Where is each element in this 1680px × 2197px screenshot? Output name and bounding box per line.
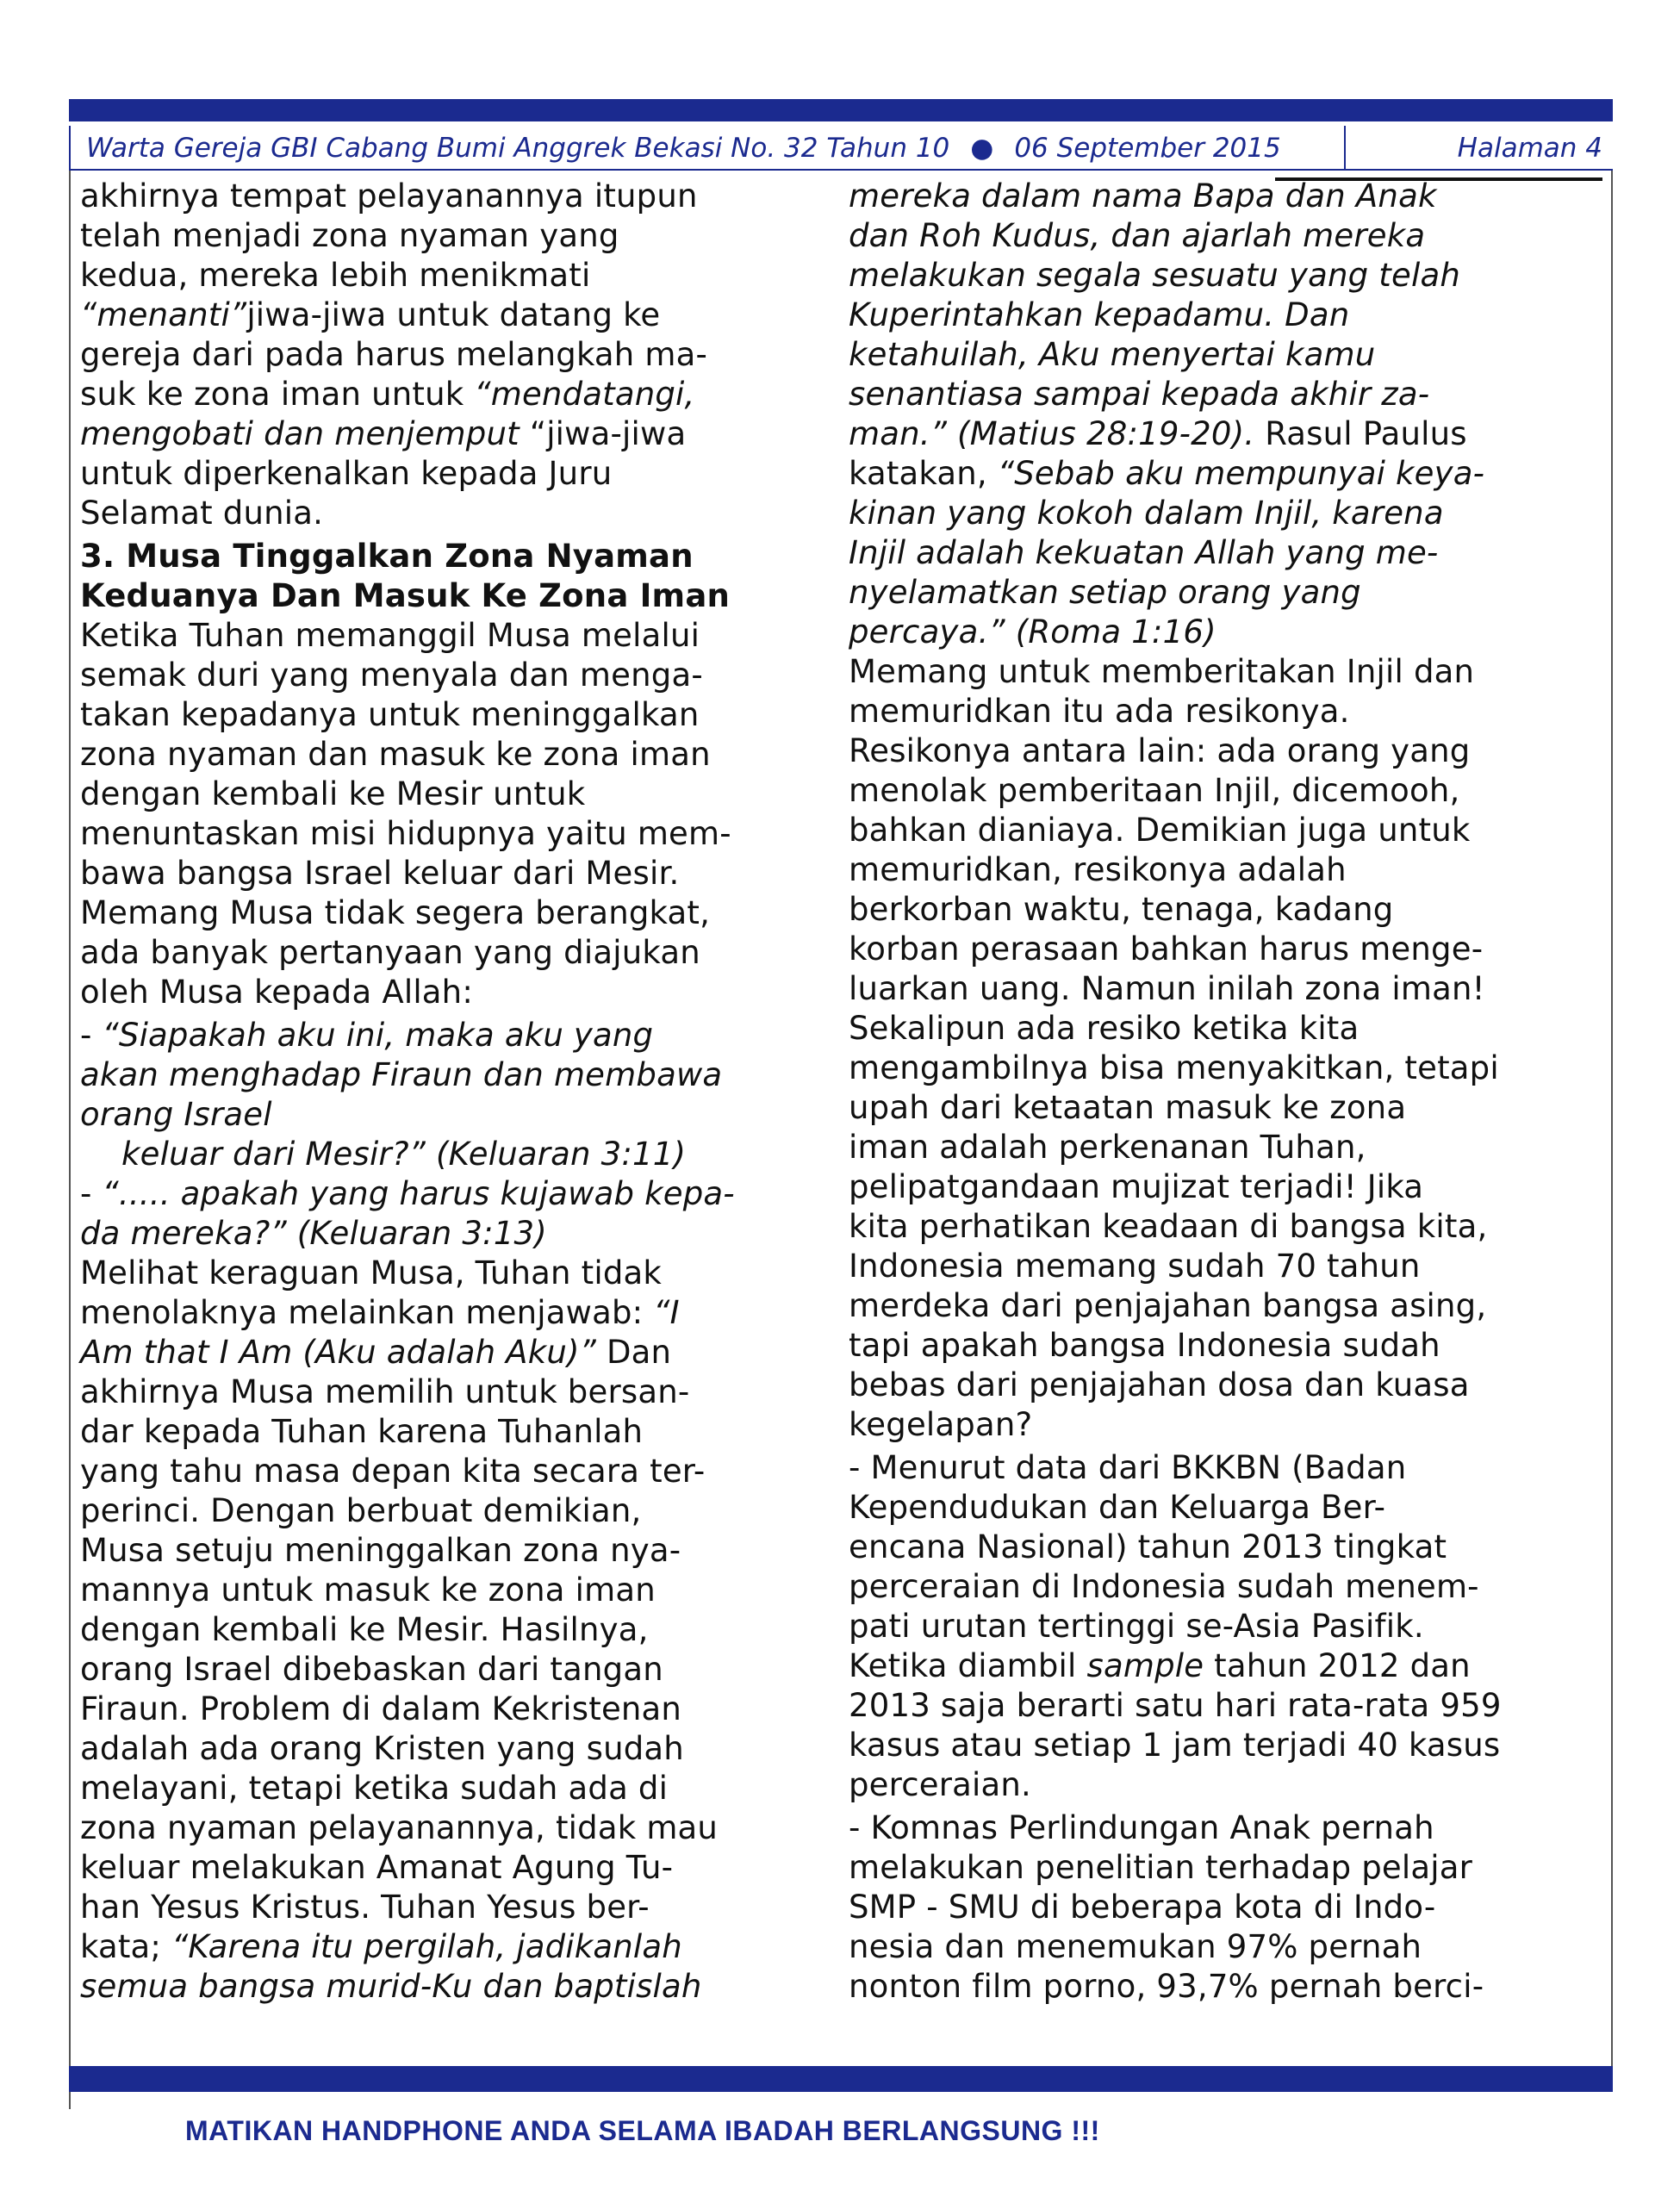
body-line: perinci. Dengan berbuat demikian, bbox=[80, 1492, 642, 1529]
quote-line: mereka dalam nama Bapa dan Anak bbox=[849, 177, 1437, 215]
body-line bbox=[80, 375, 830, 414]
body-line: luarkan uang. Namun inilah zona iman! bbox=[849, 970, 1485, 1007]
body-line: melakukan penelitian terhadap pelajar bbox=[849, 1849, 1472, 1886]
body-line: semak duri yang menyala dan menga- bbox=[80, 657, 703, 694]
quote-line: semua bangsa murid-Ku dan baptislah bbox=[80, 1968, 702, 2005]
body-line: iman adalah perkenanan Tuhan, bbox=[849, 1129, 1366, 1166]
header-top-bar bbox=[69, 99, 1613, 121]
header-bullet: ● bbox=[970, 133, 994, 164]
quote-line: kinan yang kokoh dalam Injil, karena bbox=[849, 495, 1444, 532]
body-line: berkorban waktu, tenaga, kadang bbox=[849, 891, 1394, 928]
body-line: akhirnya tempat pelayanannya itupun bbox=[80, 177, 698, 215]
body-line bbox=[849, 1646, 1598, 1686]
body-line: kedua, mereka lebih menikmati bbox=[80, 257, 591, 294]
header-left-edge bbox=[69, 126, 71, 171]
header-page-number: Halaman 4 bbox=[1457, 133, 1602, 164]
quote-text: “Siapakah aku ini, maka aku yang bbox=[102, 1017, 654, 1054]
body-line: bahkan dianiaya. Demikian juga untuk bbox=[849, 812, 1471, 849]
emphasis-text: Am that I Am (Aku adalah Aku)” bbox=[80, 1334, 596, 1371]
body-text: suk ke zona iman untuk bbox=[80, 376, 475, 413]
quote-line: senantiasa sampai kepada akhir za- bbox=[849, 376, 1430, 413]
body-line: memuridkan itu ada resikonya. bbox=[849, 693, 1350, 730]
body-line bbox=[80, 414, 830, 454]
body-line: Kependudukan dan Keluarga Ber- bbox=[849, 1489, 1386, 1526]
body-line: yang tahu masa depan kita secara ter- bbox=[80, 1453, 706, 1490]
body-text: “jiwa-jiwa bbox=[519, 415, 687, 452]
body-line bbox=[80, 1927, 830, 1967]
emphasis-text: man.” (Matius 28:19-20). bbox=[849, 415, 1255, 452]
body-line: Sekalipun ada resiko ketika kita bbox=[849, 1010, 1360, 1047]
quote-line: Kuperintahkan kepadamu. Dan bbox=[849, 296, 1350, 333]
body-line bbox=[849, 414, 1598, 454]
body-line: akhirnya Musa memilih untuk bersan- bbox=[80, 1373, 690, 1410]
body-line: upah dari ketaatan masuk ke zona bbox=[849, 1089, 1407, 1126]
body-line: pelipatgandaan mujizat terjadi! Jika bbox=[849, 1168, 1424, 1205]
emphasis-text: “Karena itu pergilah, jadikanlah bbox=[171, 1928, 682, 1965]
quote-line bbox=[80, 1174, 830, 1214]
body-line: Ketika Tuhan memanggil Musa melalui bbox=[80, 617, 700, 654]
quote-line: akan menghadap Firaun dan membawa bbox=[80, 1056, 723, 1093]
body-text: Rasul Paulus bbox=[1254, 415, 1467, 452]
body-line: zona nyaman dan masuk ke zona iman bbox=[80, 736, 711, 773]
body-line: Firaun. Problem di dalam Kekristenan bbox=[80, 1690, 682, 1727]
body-line: telah menjadi zona nyaman yang bbox=[80, 217, 619, 254]
body-line: menolak pemberitaan Injil, dicemooh, bbox=[849, 772, 1460, 809]
quote-line: ketahuilah, Aku menyertai kamu bbox=[849, 336, 1376, 373]
body-line: perceraian. bbox=[849, 1766, 1032, 1803]
body-line bbox=[849, 454, 1598, 494]
body-line: memuridkan, resikonya adalah bbox=[849, 851, 1347, 888]
body-line: Selamat dunia. bbox=[80, 495, 324, 532]
emphasis-text: “I bbox=[653, 1294, 680, 1331]
frame-right-border bbox=[1611, 171, 1613, 2066]
body-line: adalah ada orang Kristen yang sudah bbox=[80, 1730, 684, 1767]
body-line: untuk diperkenalkan kepada Juru bbox=[80, 455, 613, 492]
body-line: kita perhatikan keadaan di bangsa kita, bbox=[849, 1208, 1488, 1245]
body-line: oleh Musa kepada Allah: bbox=[80, 974, 473, 1011]
body-line bbox=[80, 296, 830, 335]
body-text: Ketika diambil bbox=[849, 1647, 1087, 1684]
body-line: bawa bangsa Israel keluar dari Mesir. bbox=[80, 855, 680, 892]
body-line: bebas dari penjajahan dosa dan kuasa bbox=[849, 1366, 1470, 1403]
body-text: katakan, bbox=[849, 455, 998, 492]
body-line: kegelapan? bbox=[849, 1406, 1033, 1443]
header-title bbox=[86, 133, 1281, 164]
body-line: dengan kembali ke Mesir untuk bbox=[80, 775, 586, 812]
emphasis-text: mengobati dan menjemput bbox=[80, 415, 520, 452]
quote-line: dan Roh Kudus, dan ajarlah mereka bbox=[849, 217, 1426, 254]
header-publication: Warta Gereja GBI Cabang Bumi Anggrek Bekasi No. 32 Tahun 10 bbox=[86, 133, 950, 164]
quote-dash: - bbox=[80, 1175, 103, 1212]
frame-left-border bbox=[69, 171, 71, 2109]
quote-line bbox=[80, 1016, 830, 1055]
body-text: menolaknya melainkan menjawab: bbox=[80, 1294, 654, 1331]
footer-notice: MATIKAN HANDPHONE ANDA SELAMA IBADAH BERLANGSUNG !!! bbox=[185, 2115, 1100, 2146]
body-text: tahun 2012 dan bbox=[1204, 1647, 1471, 1684]
quote-line: keluar dari Mesir?” (Keluaran 3:11) bbox=[121, 1136, 687, 1173]
quote-line: melakukan segala sesuatu yang telah bbox=[849, 257, 1460, 294]
body-line: han Yesus Kristus. Tuhan Yesus ber- bbox=[80, 1889, 650, 1926]
body-line: Musa setuju meninggalkan zona nya- bbox=[80, 1532, 681, 1569]
left-column bbox=[80, 177, 830, 2007]
section-heading: 3. Musa Tinggalkan Zona Nyaman bbox=[80, 538, 694, 575]
header-date: 06 September 2015 bbox=[1014, 133, 1281, 164]
body-line: pati urutan tertinggi se-Asia Pasifik. bbox=[849, 1608, 1424, 1645]
body-line: 2013 saja berarti satu hari rata-rata 959 bbox=[849, 1687, 1502, 1724]
body-line: - Komnas Perlindungan Anak pernah bbox=[849, 1809, 1434, 1846]
emphasis-text: sample bbox=[1086, 1647, 1204, 1684]
body-line: orang Israel dibebaskan dari tangan bbox=[80, 1651, 663, 1688]
body-line: nonton film porno, 93,7% pernah berci- bbox=[849, 1968, 1484, 2005]
body-line: Indonesia memang sudah 70 tahun bbox=[849, 1248, 1421, 1285]
body-line: merdeka dari penjajahan bangsa asing, bbox=[849, 1287, 1487, 1324]
body-line: keluar melakukan Amanat Agung Tu- bbox=[80, 1849, 674, 1886]
quote-line: da mereka?” (Keluaran 3:13) bbox=[80, 1215, 547, 1252]
quote-line: percaya.” (Roma 1:16) bbox=[849, 613, 1216, 650]
body-line: SMP - SMU di beberapa kota di Indo- bbox=[849, 1889, 1436, 1926]
quote-line: Injil adalah kekuatan Allah yang me- bbox=[849, 534, 1439, 571]
body-line: Memang Musa tidak segera berangkat, bbox=[80, 894, 711, 931]
header-divider bbox=[1344, 126, 1346, 171]
body-text: Dan bbox=[595, 1334, 672, 1371]
body-line: tapi apakah bangsa Indonesia sudah bbox=[849, 1327, 1440, 1364]
body-line: melayani, tetapi ketika sudah ada di bbox=[80, 1770, 669, 1807]
emphasis-text: “Sebab aku mempunyai keya- bbox=[997, 455, 1485, 492]
body-line: kasus atau setiap 1 jam terjadi 40 kasus bbox=[849, 1727, 1501, 1764]
body-line: Memang untuk memberitakan Injil dan bbox=[849, 653, 1475, 690]
quote-text: “..... apakah yang harus kujawab kepa- bbox=[102, 1175, 735, 1212]
body-line: takan kepadanya untuk meninggalkan bbox=[80, 696, 700, 733]
body-line: Melihat keraguan Musa, Tuhan tidak bbox=[80, 1254, 663, 1291]
body-line: gereja dari pada harus melangkah ma- bbox=[80, 336, 708, 373]
emphasis-text: “mendatangi, bbox=[474, 376, 695, 413]
right-column bbox=[849, 177, 1598, 2007]
body-text: jiwa-jiwa untuk datang ke bbox=[246, 296, 661, 333]
quote-line: nyelamatkan setiap orang yang bbox=[849, 574, 1361, 611]
body-line: zona nyaman pelayanannya, tidak mau bbox=[80, 1809, 719, 1846]
emphasis-text: “menanti” bbox=[80, 296, 247, 333]
quote-line: orang Israel bbox=[80, 1096, 272, 1133]
body-line: menuntaskan misi hidupnya yaitu mem- bbox=[80, 815, 731, 852]
body-line bbox=[80, 1293, 830, 1333]
body-line: perceraian di Indonesia sudah menem- bbox=[849, 1568, 1479, 1605]
body-line: dar kepada Tuhan karena Tuhanlah bbox=[80, 1413, 644, 1450]
body-line: ada banyak pertanyaan yang diajukan bbox=[80, 934, 700, 971]
body-text: kata; bbox=[80, 1928, 172, 1965]
quote-dash: - bbox=[80, 1017, 103, 1054]
body-line: nesia dan menemukan 97% pernah bbox=[849, 1928, 1422, 1965]
page-header bbox=[69, 126, 1613, 171]
body-line: dengan kembali ke Mesir. Hasilnya, bbox=[80, 1611, 649, 1648]
section-heading: Keduanya Dan Masuk Ke Zona Iman bbox=[80, 577, 731, 614]
body-line: mannya untuk masuk ke zona iman bbox=[80, 1572, 656, 1609]
body-line: encana Nasional) tahun 2013 tingkat bbox=[849, 1528, 1447, 1565]
body-line: mengambilnya bisa menyakitkan, tetapi bbox=[849, 1049, 1499, 1086]
body-line: korban perasaan bahkan harus menge- bbox=[849, 930, 1484, 968]
body-line: Resikonya antara lain: ada orang yang bbox=[849, 732, 1471, 769]
body-line: - Menurut data dari BKKBN (Badan bbox=[849, 1449, 1407, 1486]
body-line bbox=[80, 1333, 830, 1372]
footer-bar bbox=[69, 2066, 1613, 2092]
